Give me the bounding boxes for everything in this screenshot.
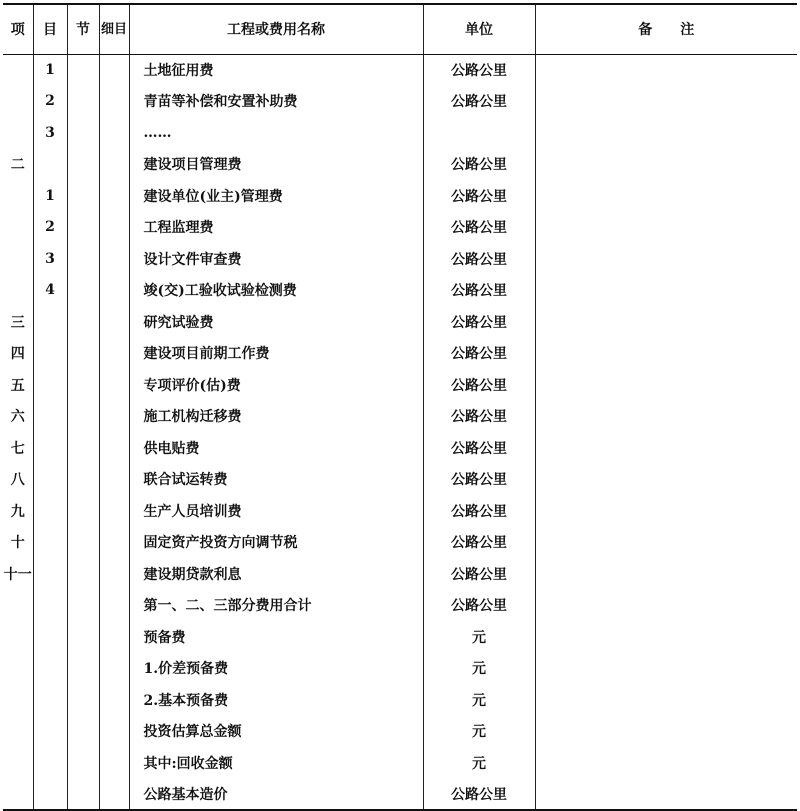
cell-name: 土地征用费 (129, 54, 423, 86)
cell-note (535, 653, 797, 685)
cell-mu (33, 527, 67, 559)
cell-name: 建设期贷款利息 (129, 558, 423, 590)
header-mu: 目 (33, 4, 67, 54)
cell-name: 专项评价(估)费 (129, 369, 423, 401)
cell-ximu (99, 54, 129, 86)
cell-mu (33, 338, 67, 370)
cell-mu (33, 306, 67, 338)
cell-jie (67, 653, 99, 685)
cell-xiang: 九 (10, 503, 25, 520)
cell-xiang (3, 86, 33, 118)
cell-xiang (3, 747, 33, 779)
cell-xiang (3, 117, 33, 149)
cell-jie (67, 779, 99, 811)
cell-mu (33, 684, 67, 716)
cell-ximu (99, 86, 129, 118)
cell-name: 供电贴费 (129, 432, 423, 464)
cell-unit: 公路公里 (423, 306, 535, 338)
cell-xiang: 二 (10, 157, 25, 174)
cell-mu: 1 (33, 180, 67, 212)
cell-note (535, 180, 797, 212)
cell-unit: 公路公里 (423, 779, 535, 811)
table-row (3, 684, 797, 716)
cell-jie (67, 464, 99, 496)
header-ximu: 细目 (99, 4, 129, 54)
cell-name: 施工机构迁移费 (129, 401, 423, 433)
cell-name: …… (129, 117, 423, 149)
cell-ximu (99, 432, 129, 464)
cell-ximu (99, 243, 129, 275)
cell-name: 研究试验费 (129, 306, 423, 338)
cell-unit: 公路公里 (423, 590, 535, 622)
table-row (3, 275, 797, 307)
cell-xiang: 六 (10, 409, 25, 426)
cell-ximu (99, 338, 129, 370)
cell-ximu (99, 527, 129, 559)
cell-xiang: 五 (10, 377, 25, 394)
cell-name: 公路基本造价 (129, 779, 423, 811)
cell-note (535, 54, 797, 86)
table-row (3, 369, 797, 401)
cell-mu (33, 779, 67, 811)
cell-name: 青苗等补偿和安置补助费 (129, 86, 423, 118)
cell-jie (67, 54, 99, 86)
cell-ximu (99, 401, 129, 433)
cell-name: 设计文件审查费 (129, 243, 423, 275)
cell-note (535, 716, 797, 748)
cell-ximu (99, 495, 129, 527)
table-row (3, 306, 797, 338)
cell-name: 第一、二、三部分费用合计 (129, 590, 423, 622)
cell-jie (67, 684, 99, 716)
cell-unit: 公路公里 (423, 180, 535, 212)
table-row (3, 243, 797, 275)
cell-unit: 公路公里 (423, 464, 535, 496)
cell-ximu (99, 590, 129, 622)
cell-ximu (99, 779, 129, 811)
table-row (3, 117, 797, 149)
cell-jie (67, 180, 99, 212)
cell-jie (67, 275, 99, 307)
cell-ximu (99, 275, 129, 307)
table-row (3, 86, 797, 118)
cell-xiang (3, 275, 33, 307)
cell-ximu (99, 212, 129, 244)
cell-mu (33, 621, 67, 653)
cell-mu: 1 (33, 54, 67, 86)
cell-ximu (99, 716, 129, 748)
cell-note (535, 747, 797, 779)
cell-unit: 公路公里 (423, 212, 535, 244)
cell-note (535, 432, 797, 464)
header-jie: 节 (67, 4, 99, 54)
cell-xiang (3, 779, 33, 811)
cell-name: 竣(交)工验收试验检测费 (129, 275, 423, 307)
table-row (3, 716, 797, 748)
cell-name: 投资估算总金额 (129, 716, 423, 748)
table-row (3, 779, 797, 811)
cell-jie (67, 369, 99, 401)
cell-jie (67, 558, 99, 590)
cell-unit: 公路公里 (423, 369, 535, 401)
cell-xiang (3, 684, 33, 716)
cell-xiang (3, 212, 33, 244)
table-row (3, 401, 797, 433)
table-row (3, 621, 797, 653)
cell-note (535, 779, 797, 811)
cell-mu: 2 (33, 86, 67, 118)
cell-jie (67, 212, 99, 244)
cell-note (535, 684, 797, 716)
cell-unit: 公路公里 (423, 338, 535, 370)
cell-ximu (99, 306, 129, 338)
cell-name: 固定资产投资方向调节税 (129, 527, 423, 559)
cell-jie (67, 747, 99, 779)
cell-note (535, 275, 797, 307)
cell-jie (67, 243, 99, 275)
cell-mu (33, 590, 67, 622)
cell-mu (33, 401, 67, 433)
cell-unit: 公路公里 (423, 86, 535, 118)
cell-jie (67, 590, 99, 622)
cell-note (535, 527, 797, 559)
cell-unit (423, 117, 535, 149)
header-unit: 单位 (423, 4, 535, 54)
cell-xiang (3, 653, 33, 685)
cell-ximu (99, 747, 129, 779)
table-row (3, 338, 797, 370)
cell-xiang: 八 (10, 472, 25, 489)
cell-name: 生产人员培训费 (129, 495, 423, 527)
cell-jie (67, 86, 99, 118)
table-row (3, 527, 797, 559)
cell-name: 建设单位(业主)管理费 (129, 180, 423, 212)
cell-xiang: 四 (10, 346, 25, 363)
cell-ximu (99, 149, 129, 181)
cell-note (535, 590, 797, 622)
table-row (3, 747, 797, 779)
table-row (3, 149, 797, 181)
cell-name: 建设项目前期工作费 (129, 338, 423, 370)
cell-name: 其中:回收金额 (129, 747, 423, 779)
cell-note (535, 369, 797, 401)
cell-ximu (99, 180, 129, 212)
cell-jie (67, 401, 99, 433)
cell-note (535, 401, 797, 433)
cell-jie (67, 306, 99, 338)
cell-xiang: 十一 (3, 566, 32, 583)
cell-mu (33, 464, 67, 496)
cell-mu (33, 495, 67, 527)
table-row (3, 180, 797, 212)
cell-unit: 元 (423, 684, 535, 716)
cell-unit: 公路公里 (423, 432, 535, 464)
cell-unit: 公路公里 (423, 558, 535, 590)
header-name: 工程或费用名称 (129, 4, 423, 54)
cell-mu (33, 747, 67, 779)
cell-xiang (3, 716, 33, 748)
cell-note (535, 338, 797, 370)
table-row (3, 558, 797, 590)
cell-note (535, 86, 797, 118)
cell-note (535, 149, 797, 181)
cell-name: 预备费 (129, 621, 423, 653)
cell-jie (67, 432, 99, 464)
cell-xiang: 三 (10, 314, 25, 331)
cell-jie (67, 149, 99, 181)
cell-unit: 元 (423, 747, 535, 779)
cell-unit: 公路公里 (423, 54, 535, 86)
table-row (3, 653, 797, 685)
cell-xiang (3, 54, 33, 86)
cell-xiang (3, 621, 33, 653)
header-row (3, 4, 797, 54)
cell-mu (33, 558, 67, 590)
cell-unit: 公路公里 (423, 243, 535, 275)
cost-estimate-table (3, 3, 797, 811)
cell-name: 1.价差预备费 (129, 653, 423, 685)
table-row (3, 464, 797, 496)
cell-unit: 公路公里 (423, 149, 535, 181)
cell-unit: 公路公里 (423, 495, 535, 527)
cell-note (535, 558, 797, 590)
cell-ximu (99, 653, 129, 685)
cell-note (535, 117, 797, 149)
cell-jie (67, 527, 99, 559)
cell-jie (67, 338, 99, 370)
cell-jie (67, 716, 99, 748)
header-note: 备注 (535, 4, 797, 54)
cell-mu: 4 (33, 275, 67, 307)
cell-note (535, 464, 797, 496)
table-row (3, 54, 797, 86)
cell-mu (33, 653, 67, 685)
cell-ximu (99, 464, 129, 496)
cell-unit: 公路公里 (423, 527, 535, 559)
cell-unit: 元 (423, 653, 535, 685)
cell-jie (67, 621, 99, 653)
cell-xiang (3, 243, 33, 275)
cell-ximu (99, 117, 129, 149)
cell-unit: 公路公里 (423, 401, 535, 433)
cell-mu (33, 369, 67, 401)
cell-note (535, 243, 797, 275)
cell-ximu (99, 621, 129, 653)
cell-name: 联合试运转费 (129, 464, 423, 496)
cell-name: 工程监理费 (129, 212, 423, 244)
cell-xiang (3, 590, 33, 622)
cell-xiang: 七 (10, 440, 25, 457)
table-row (3, 212, 797, 244)
cell-mu: 2 (33, 212, 67, 244)
cell-mu (33, 432, 67, 464)
cell-unit: 元 (423, 621, 535, 653)
table-body (3, 54, 797, 810)
cell-note (535, 212, 797, 244)
cell-mu: 3 (33, 117, 67, 149)
cell-mu: 3 (33, 243, 67, 275)
cell-name: 建设项目管理费 (129, 149, 423, 181)
cell-note (535, 495, 797, 527)
cell-note (535, 621, 797, 653)
cell-ximu (99, 558, 129, 590)
table-row (3, 590, 797, 622)
cell-ximu (99, 684, 129, 716)
cell-xiang (3, 180, 33, 212)
cell-jie (67, 495, 99, 527)
table-row (3, 432, 797, 464)
cell-mu (33, 716, 67, 748)
cell-jie (67, 117, 99, 149)
cell-note (535, 306, 797, 338)
cell-mu (33, 149, 67, 181)
cell-unit: 元 (423, 716, 535, 748)
cell-unit: 公路公里 (423, 275, 535, 307)
cell-xiang: 十 (10, 535, 25, 552)
header-xiang: 项 (3, 4, 33, 54)
table-row (3, 495, 797, 527)
cell-name: 2.基本预备费 (129, 684, 423, 716)
cell-ximu (99, 369, 129, 401)
